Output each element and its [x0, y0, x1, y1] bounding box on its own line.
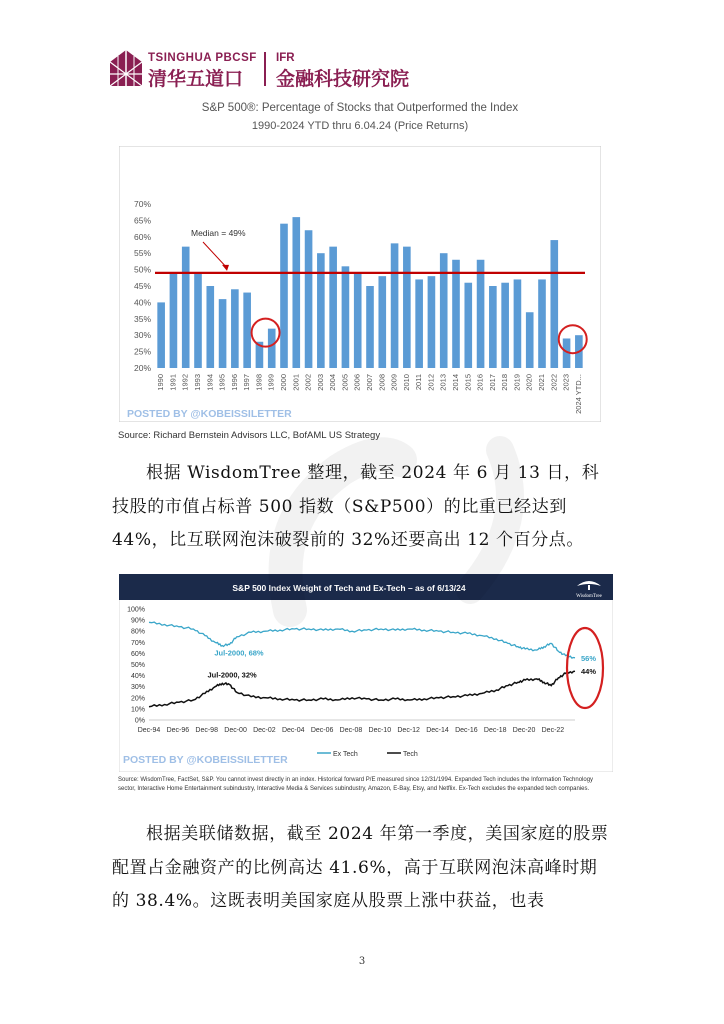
chart2-watermark: POSTED BY @KOBEISSILETTER [123, 754, 288, 766]
chart2-ex-tech-end-label: 56% [581, 653, 597, 663]
chart1-watermark: POSTED BY @KOBEISSILETTER [127, 408, 292, 420]
chart1-bar [317, 253, 325, 368]
chart1-y-axis [134, 199, 151, 373]
chart1-x-tick: 2011 [414, 374, 424, 391]
chart1-bar [378, 276, 386, 368]
chart2-tech-annotation: Jul-2000, 32% [207, 670, 257, 680]
chart1-y-tick: 20% [133, 363, 151, 373]
wisdomtree-logo-text: WisdomTree [576, 594, 602, 599]
chart1-bar [514, 279, 522, 368]
chart1-y-tick: 45% [133, 281, 151, 291]
chart1-x-tick: 2005 [340, 374, 350, 391]
chart1-x-tick: 2001 [291, 374, 301, 391]
chart1-bar [366, 286, 374, 368]
chart1-y-tick: 55% [133, 248, 151, 259]
chart1-bar [415, 279, 423, 368]
chart1-x-tick: 1991 [168, 374, 178, 391]
chart2-x-tick: Dec-96 [166, 727, 190, 734]
legend-ex-tech-label: Ex Tech [333, 751, 358, 758]
chart1-x-tick: 1992 [180, 374, 190, 391]
chart2-x-tick: Dec-14 [426, 727, 449, 734]
chart2-ex-tech-annotation: Jul-2000, 68% [214, 648, 264, 658]
chart1-x-tick: 1999 [266, 374, 276, 391]
chart1-x-tick: 2010 [401, 374, 411, 391]
chart1-bar [329, 247, 337, 368]
chart1-bar [305, 230, 313, 368]
chart1-x-tick: 1995 [217, 374, 227, 391]
chart1-bar [243, 293, 251, 368]
chart1-x-tick: 2014 [451, 374, 460, 391]
dept-name-cn: 金融科技研究院 [276, 68, 410, 90]
chart1-x-tick: 2018 [500, 374, 510, 391]
chart2-title: S&P 500 Index Weight of Tech and Ex-Tech – as of 6/13/24 [232, 583, 466, 593]
chart1-bar [354, 273, 362, 368]
chart1-y-tick: 30% [133, 330, 151, 341]
chart2-y-tick: 10% [130, 706, 145, 714]
chart1-x-tick: 2012 [426, 374, 436, 391]
chart2-x-tick: Dec-00 [224, 727, 247, 734]
chart1-x-tick: 2013 [438, 374, 448, 391]
chart1-x-tick: 1994 [205, 374, 215, 391]
chart1-x-tick: 1993 [193, 374, 202, 391]
chart1-x-tick: 2002 [303, 374, 313, 391]
chart2-frame [119, 574, 613, 772]
chart1-x-tick: 2008 [377, 374, 387, 391]
chart2-y-tick: 70% [130, 639, 145, 647]
chart1-y-tick: 40% [133, 297, 151, 308]
chart1-y-tick: 35% [133, 313, 151, 324]
chart1-bar [403, 247, 411, 368]
figure1-subtitle: 1990-2024 YTD thru 6.04.24 (Price Returns) [251, 120, 469, 132]
dept-name-en: IFR [276, 52, 295, 64]
chart1-x-tick: 2000 [279, 374, 288, 391]
chart1-y-tick: 50% [133, 264, 151, 275]
paragraph-tech-weight: 根据 WisdomTree 整理，截至 2024 年 6 月 13 日，科技股的市值占标普 500 指数（S&P500）的比重已经达到 44%，比互联网泡沫破裂前的 32%还要高出 12 个百分点。 [112, 463, 600, 550]
chart1-x-tick: 2019 [512, 374, 522, 391]
chart2-x-tick: Dec-16 [455, 727, 478, 734]
chart2-x-tick: Dec-22 [541, 727, 565, 734]
chart1-x-tick: 2022 [549, 374, 559, 391]
pbcsf-logo-icon [108, 48, 144, 88]
chart2-tech-end-label: 44% [581, 667, 597, 677]
chart2-y-tick: 30% [130, 684, 145, 692]
chart1-bar [292, 217, 300, 368]
chart1-bar [182, 247, 190, 368]
chart1-x-tick: 2016 [475, 374, 485, 391]
figure2-line-chart [119, 574, 613, 772]
chart2-x-tick: Dec-12 [397, 727, 420, 734]
figure2-source: Source: WisdomTree, FactSet, S&P. You cannot invest directly in an index. Historical forward P/E measured since 12/31/1994. Expanded Tech includes the Information Technology sector, Interactive Home Entertainment subindustry, Interactive Media & Services subindustry, Amazon, E-Bay, Etsy, and Netflix. Ex-Tech excludes the expanded tech companies. [118, 777, 594, 792]
chart1-x-tick: 1990 [156, 374, 166, 391]
org-name-cn: 清华五道口 [148, 68, 244, 90]
chart1-bar [157, 302, 165, 368]
chart2-x-tick: Dec-02 [253, 727, 276, 734]
chart1-bar [452, 260, 460, 368]
chart1-x-tick: 2006 [352, 374, 362, 391]
logo-divider [264, 52, 266, 86]
chart1-bar [538, 279, 546, 368]
chart1-x-tick: 2015 [463, 374, 473, 391]
chart1-x-tick: 1997 [242, 374, 252, 391]
chart1-bar [464, 283, 472, 368]
chart1-x-tick: 2020 [524, 374, 534, 391]
chart1-bar [170, 273, 178, 368]
chart2-y-tick: 40% [130, 673, 145, 681]
chart1-median-label: Median = 49% [191, 228, 246, 238]
chart1-bar [268, 329, 276, 368]
legend-tech-label: Tech [403, 751, 418, 758]
chart1-x-tick: 1998 [254, 374, 264, 391]
chart1-x-tick: 2017 [487, 374, 497, 391]
chart1-bar [428, 276, 436, 368]
chart2-y-tick: 50% [130, 662, 145, 669]
org-name-en: TSINGHUA PBCSF [148, 52, 257, 64]
chart1-bar [194, 273, 202, 368]
figure1-source: Source: Richard Bernstein Advisors LLC, BofAML US Strategy [118, 430, 381, 441]
chart1-bar [477, 260, 485, 368]
chart2-y-tick: 20% [130, 695, 145, 703]
page-number: 3 [358, 956, 366, 967]
chart1-x-tick: 2024 YTD... [573, 374, 583, 414]
chart2-y-tick: 100% [127, 606, 145, 614]
chart1-bar [391, 243, 399, 368]
chart1-y-tick: 60% [133, 231, 151, 242]
chart2-x-tick: Dec-10 [368, 727, 392, 734]
chart2-x-tick: Dec-98 [195, 727, 218, 734]
chart2-x-tick: Dec-08 [339, 727, 363, 734]
chart1-y-tick: 65% [133, 215, 151, 226]
chart1-bar [526, 312, 534, 368]
chart1-bar [280, 224, 288, 368]
chart2-x-axis [138, 727, 565, 734]
chart1-x-tick: 2023 [561, 374, 571, 391]
chart2-x-tick: Dec-18 [483, 727, 507, 734]
figure1-title: S&P 500®: Percentage of Stocks that Outperformed the Index [201, 102, 519, 114]
chart1-bar [231, 289, 239, 368]
chart1-x-tick: 2021 [537, 374, 546, 391]
figure1-bar-chart [119, 146, 601, 422]
chart2-x-tick: Dec-04 [281, 727, 305, 734]
chart1-bar [219, 299, 227, 368]
chart1-bar [550, 240, 558, 368]
chart1-bar [440, 253, 448, 368]
chart1-bar [501, 283, 509, 368]
chart1-x-tick: 2009 [389, 374, 399, 391]
chart1-x-tick: 2004 [328, 374, 338, 391]
chart2-x-tick: Dec-20 [512, 727, 536, 734]
chart1-y-tick: 70% [133, 199, 151, 209]
chart1-x-tick: 2003 [315, 374, 325, 391]
chart1-x-tick: 1996 [229, 374, 239, 391]
chart1-x-tick: 2007 [365, 374, 374, 391]
chart1-bar [489, 286, 497, 368]
chart2-y-tick: 80% [130, 628, 145, 636]
chart1-bar [342, 266, 350, 368]
chart1-y-tick: 25% [133, 346, 151, 357]
chart2-y-tick: 0% [134, 717, 145, 725]
chart1-bar [206, 286, 214, 368]
chart2-x-tick: Dec-94 [137, 727, 161, 734]
chart2-y-tick: 90% [130, 617, 145, 625]
chart2-x-tick: Dec-06 [310, 727, 334, 734]
paragraph-household-equity: 根据美联储数据，截至 2024 年第一季度，美国家庭的股票配置占金融资产的比例高达 41.6%，高于互联网泡沫高峰时期的 38.4%。这既表明美国家庭从股票上涨中获益，也表 [112, 824, 609, 911]
chart2-y-tick: 60% [130, 650, 145, 658]
